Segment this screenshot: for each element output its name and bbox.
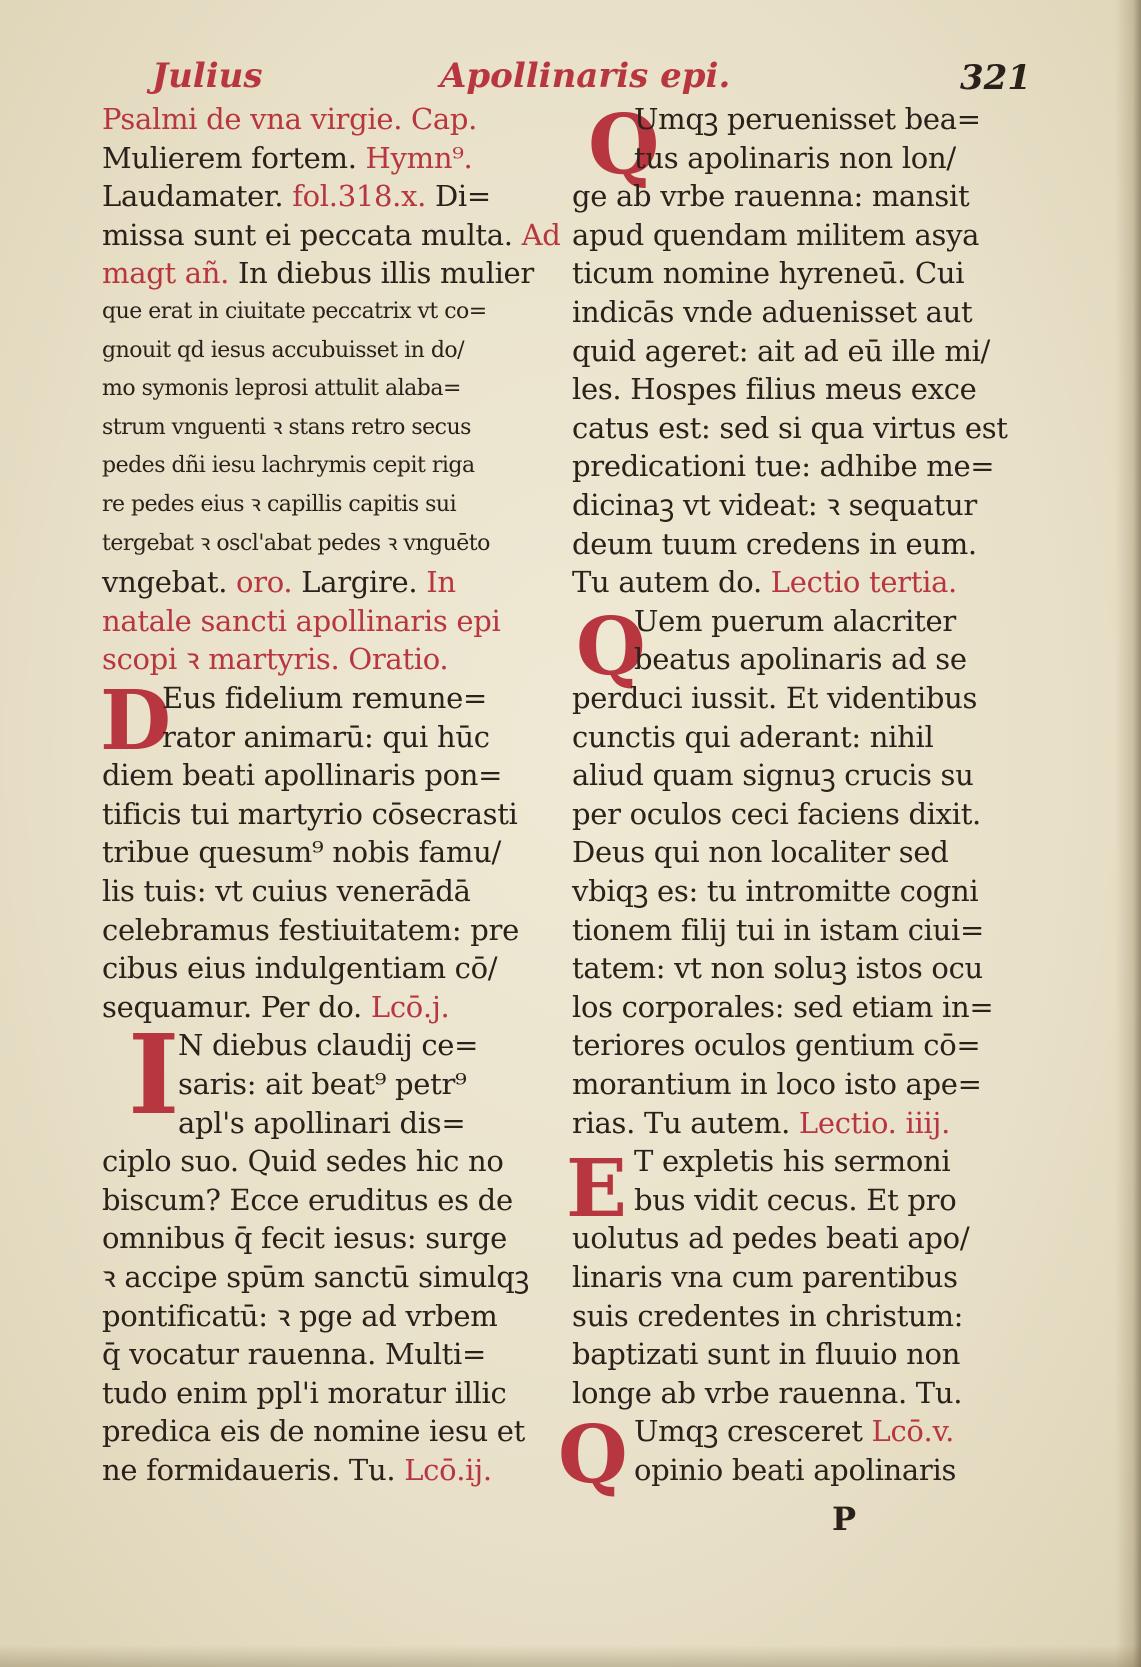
text-line bbox=[634, 602, 956, 640]
body-text: cunctis qui aderant: nihil bbox=[572, 719, 934, 754]
text-line bbox=[102, 1219, 507, 1257]
rubric-text: oro. bbox=[236, 565, 293, 600]
text-line bbox=[572, 1026, 980, 1064]
text-line bbox=[634, 1142, 950, 1180]
text-line bbox=[102, 139, 472, 177]
body-text: dicinaꝫ vt videat: ꝛ sequatur bbox=[572, 488, 977, 522]
header-title: Apollinaris epi. bbox=[440, 56, 731, 96]
body-text: rator animarū: qui hūc bbox=[162, 719, 490, 754]
text-line bbox=[634, 1451, 956, 1489]
rubric-text: Lcō.j. bbox=[370, 989, 450, 1024]
body-text: los corporales: sed etiam in= bbox=[572, 989, 994, 1024]
initial-e: E bbox=[566, 1141, 627, 1235]
body-text: vbiqꝫ es: tu intromitte cogni bbox=[572, 874, 979, 908]
body-text: predica eis de nomine iesu et bbox=[102, 1414, 525, 1449]
text-line bbox=[572, 1297, 963, 1335]
text-line bbox=[102, 100, 477, 138]
body-text: q̄ vocatur rauenna. Multi= bbox=[102, 1337, 487, 1372]
text-line bbox=[102, 1335, 486, 1373]
body-text: sequamur. Per do. bbox=[102, 989, 371, 1024]
text-line bbox=[102, 872, 471, 910]
text-line bbox=[102, 602, 500, 640]
text-line bbox=[102, 486, 456, 524]
text-line bbox=[162, 718, 490, 756]
body-text: uolutus ad pedes beati apo/ bbox=[572, 1221, 970, 1256]
text-line bbox=[572, 177, 969, 215]
rubric-text: magt añ. bbox=[102, 256, 238, 291]
body-text: Largire. bbox=[292, 565, 427, 600]
body-text: pedes dñi iesu lachrymis cepit riga bbox=[102, 453, 475, 479]
body-text: strum vnguenti ꝛ stans retro secus bbox=[102, 414, 471, 440]
text-line bbox=[572, 447, 994, 485]
text-line bbox=[102, 447, 475, 485]
body-text: mo symonis leprosi attulit alaba= bbox=[102, 376, 461, 402]
catchword: P bbox=[832, 1500, 857, 1538]
header-month: Julius bbox=[152, 56, 263, 96]
text-line bbox=[102, 1297, 497, 1335]
body-text: aliud quam signuꝫ crucis su bbox=[572, 758, 974, 793]
body-text: morantium in loco isto ape= bbox=[572, 1067, 982, 1101]
text-line bbox=[102, 949, 497, 987]
body-text: ne formidaueris. Tu. bbox=[102, 1453, 405, 1487]
text-line bbox=[572, 409, 1008, 447]
rubric-text: scopi ꝛ martyris. Oratio. bbox=[102, 642, 449, 677]
body-text: tificis tui martyrio cōsecrasti bbox=[102, 796, 518, 831]
text-line bbox=[102, 1374, 506, 1412]
body-text: gnouit qd iesus accubuisset in do/ bbox=[102, 337, 465, 363]
body-text: Uem puerum alacriter bbox=[634, 603, 956, 638]
text-line bbox=[178, 1065, 466, 1103]
body-text: opinio beati apolinaris bbox=[634, 1453, 957, 1487]
running-header bbox=[0, 52, 1141, 102]
text-line bbox=[572, 1374, 962, 1412]
text-line bbox=[572, 216, 979, 254]
body-text: Mulierem fortem. bbox=[102, 140, 366, 175]
page-bottom-shadow bbox=[0, 1645, 1141, 1667]
text-line bbox=[102, 833, 501, 871]
text-line bbox=[102, 409, 471, 447]
initial-q-second: Q bbox=[576, 599, 646, 693]
page-edge-shadow bbox=[1115, 0, 1141, 1667]
body-text: bus vidit cecus. Et pro bbox=[634, 1182, 957, 1217]
body-text: saris: ait beat⁹ petr⁹ bbox=[178, 1067, 467, 1101]
body-text: beatus apolinaris ad se bbox=[634, 642, 967, 677]
body-text: indicās vnde aduenisset aut bbox=[572, 295, 973, 329]
text-line bbox=[572, 525, 977, 563]
initial-i: I bbox=[128, 1010, 180, 1139]
text-line bbox=[572, 949, 983, 987]
rubric-text: Lcō.ij. bbox=[404, 1453, 492, 1487]
text-line bbox=[572, 988, 993, 1026]
text-line bbox=[102, 1451, 492, 1489]
text-line bbox=[572, 872, 978, 910]
body-text: Di= bbox=[426, 179, 491, 214]
rubric-text: Hymn⁹. bbox=[365, 140, 473, 175]
body-text: tionem filij tui in istam ciui= bbox=[572, 912, 984, 947]
body-text: rias. Tu autem. bbox=[572, 1105, 799, 1140]
body-text: ticum nomine hyreneū. Cui bbox=[572, 256, 965, 291]
body-text: linaris vna cum parentibus bbox=[572, 1260, 958, 1294]
text-line bbox=[102, 795, 518, 833]
text-line bbox=[102, 370, 461, 408]
text-line bbox=[102, 293, 487, 331]
text-line bbox=[102, 911, 519, 949]
text-line bbox=[572, 486, 977, 524]
body-text: T expletis his sermoni bbox=[634, 1144, 951, 1179]
text-line bbox=[178, 1026, 478, 1064]
body-text: Eus fidelium remune= bbox=[162, 681, 487, 715]
body-text: N diebus claudij ce= bbox=[178, 1028, 479, 1063]
body-text: Umqꝫ cresceret bbox=[634, 1414, 872, 1449]
text-line bbox=[102, 1412, 525, 1450]
text-line bbox=[178, 1104, 465, 1142]
body-text: quid ageret: ait ad eū ille mi/ bbox=[572, 333, 990, 368]
body-text: Tu autem do. bbox=[572, 565, 771, 600]
body-text: celebramus festiuitatem: pre bbox=[102, 912, 519, 947]
text-line bbox=[634, 139, 956, 177]
text-line bbox=[102, 525, 490, 563]
text-line bbox=[572, 254, 964, 292]
body-text: re pedes eius ꝛ capillis capitis sui bbox=[102, 492, 457, 517]
rubric-text: In bbox=[426, 565, 456, 600]
text-line bbox=[572, 756, 974, 794]
body-text: vngebat. bbox=[102, 565, 237, 600]
text-line bbox=[634, 1412, 954, 1450]
body-text: teriores oculos gentium cō= bbox=[572, 1028, 981, 1063]
body-text: longe ab vrbe rauenna. Tu. bbox=[572, 1375, 963, 1410]
text-line bbox=[102, 332, 464, 370]
body-text: apl's apollinari dis= bbox=[178, 1105, 466, 1140]
body-text: per oculos ceci faciens dixit. bbox=[572, 796, 981, 831]
text-line bbox=[102, 1142, 504, 1180]
text-line bbox=[572, 370, 977, 408]
rubric-text: natale sancti apollinaris epi bbox=[102, 603, 501, 638]
body-text: suis credentes in christum: bbox=[572, 1298, 964, 1333]
text-line bbox=[572, 1219, 969, 1257]
text-line bbox=[572, 718, 933, 756]
initial-q-first: Q bbox=[588, 97, 660, 193]
initial-q-third: Q bbox=[558, 1407, 628, 1501]
body-text: lis tuis: vt cuius venerādā bbox=[102, 874, 471, 908]
text-line bbox=[572, 911, 984, 949]
rubric-text: Ad bbox=[521, 217, 561, 252]
rubric-text: Lcō.v. bbox=[871, 1414, 955, 1449]
rubric-text: Lectio. iiij. bbox=[798, 1105, 951, 1140]
body-text: ꝛ accipe spūm sanctū simulqꝫ bbox=[102, 1260, 530, 1294]
body-text: catus est: sed si qua virtus est bbox=[572, 410, 1008, 445]
body-text: deum tuum credens in eum. bbox=[572, 526, 977, 561]
rubric-text: Psalmi de vna virgie. Cap. bbox=[102, 102, 478, 136]
folio-number: 321 bbox=[960, 58, 1031, 98]
text-line bbox=[102, 756, 502, 794]
text-line bbox=[634, 1181, 956, 1219]
body-text: omnibus q̄ fecit iesus: surge bbox=[102, 1221, 507, 1256]
body-text: diem beati apollinaris pon= bbox=[102, 758, 503, 793]
text-line bbox=[572, 1065, 982, 1103]
body-text: pontificatū: ꝛ pge ad vrbem bbox=[102, 1298, 498, 1333]
body-text: ciplo suo. Quid sedes hic no bbox=[102, 1144, 504, 1179]
body-text: tus apolinaris non lon/ bbox=[634, 140, 956, 175]
text-line bbox=[102, 254, 534, 292]
text-line bbox=[102, 1181, 513, 1219]
body-text: que erat in ciuitate peccatrix vt co= bbox=[102, 299, 487, 324]
rubric-text: Lectio tertia. bbox=[770, 565, 957, 600]
text-line bbox=[102, 177, 491, 215]
text-line bbox=[102, 563, 456, 601]
body-text: ge ab vrbe rauenna: mansit bbox=[572, 179, 970, 214]
text-line bbox=[572, 679, 977, 717]
initial-d: D bbox=[100, 673, 172, 769]
body-text: apud quendam militem asya bbox=[572, 217, 980, 252]
text-line bbox=[572, 293, 972, 331]
body-text: baptizati sunt in fluuio non bbox=[572, 1337, 961, 1372]
body-text: tergebat ꝛ oscl'abat pedes ꝛ vnguēto bbox=[102, 530, 490, 556]
text-line bbox=[102, 640, 448, 678]
rubric-text: fol.318.x. bbox=[292, 179, 427, 214]
body-text: Deus qui non localiter sed bbox=[572, 835, 949, 870]
text-line bbox=[102, 1258, 529, 1296]
text-line bbox=[572, 1104, 950, 1142]
text-line bbox=[634, 100, 981, 138]
text-line bbox=[572, 795, 981, 833]
body-text: cibus eius indulgentiam cō/ bbox=[102, 951, 498, 986]
body-text: perduci iussit. Et videntibus bbox=[572, 681, 978, 715]
body-text: biscum? Ecce eruditus es de bbox=[102, 1182, 513, 1217]
text-line bbox=[572, 563, 957, 601]
text-line bbox=[572, 332, 990, 370]
text-line bbox=[102, 216, 561, 254]
text-line bbox=[572, 1335, 960, 1373]
body-text: In diebus illis mulier bbox=[237, 256, 534, 291]
text-line bbox=[162, 679, 487, 717]
body-text: tribue quesum⁹ nobis famu/ bbox=[102, 835, 501, 870]
body-text: missa sunt ei peccata multa. bbox=[102, 217, 522, 252]
body-text: les. Hospes filius meus exce bbox=[572, 372, 977, 407]
body-text: Laudamater. bbox=[102, 179, 293, 214]
text-line bbox=[634, 640, 967, 678]
body-text: Umqꝫ peruenisset bea= bbox=[634, 102, 981, 136]
text-line bbox=[572, 833, 948, 871]
body-text: tudo enim ppl'i moratur illic bbox=[102, 1375, 507, 1410]
body-text: predicationi tue: adhibe me= bbox=[572, 449, 995, 484]
text-line bbox=[572, 1258, 958, 1296]
body-text: tatem: vt non soluꝫ istos ocu bbox=[572, 951, 983, 986]
text-line bbox=[102, 988, 449, 1026]
